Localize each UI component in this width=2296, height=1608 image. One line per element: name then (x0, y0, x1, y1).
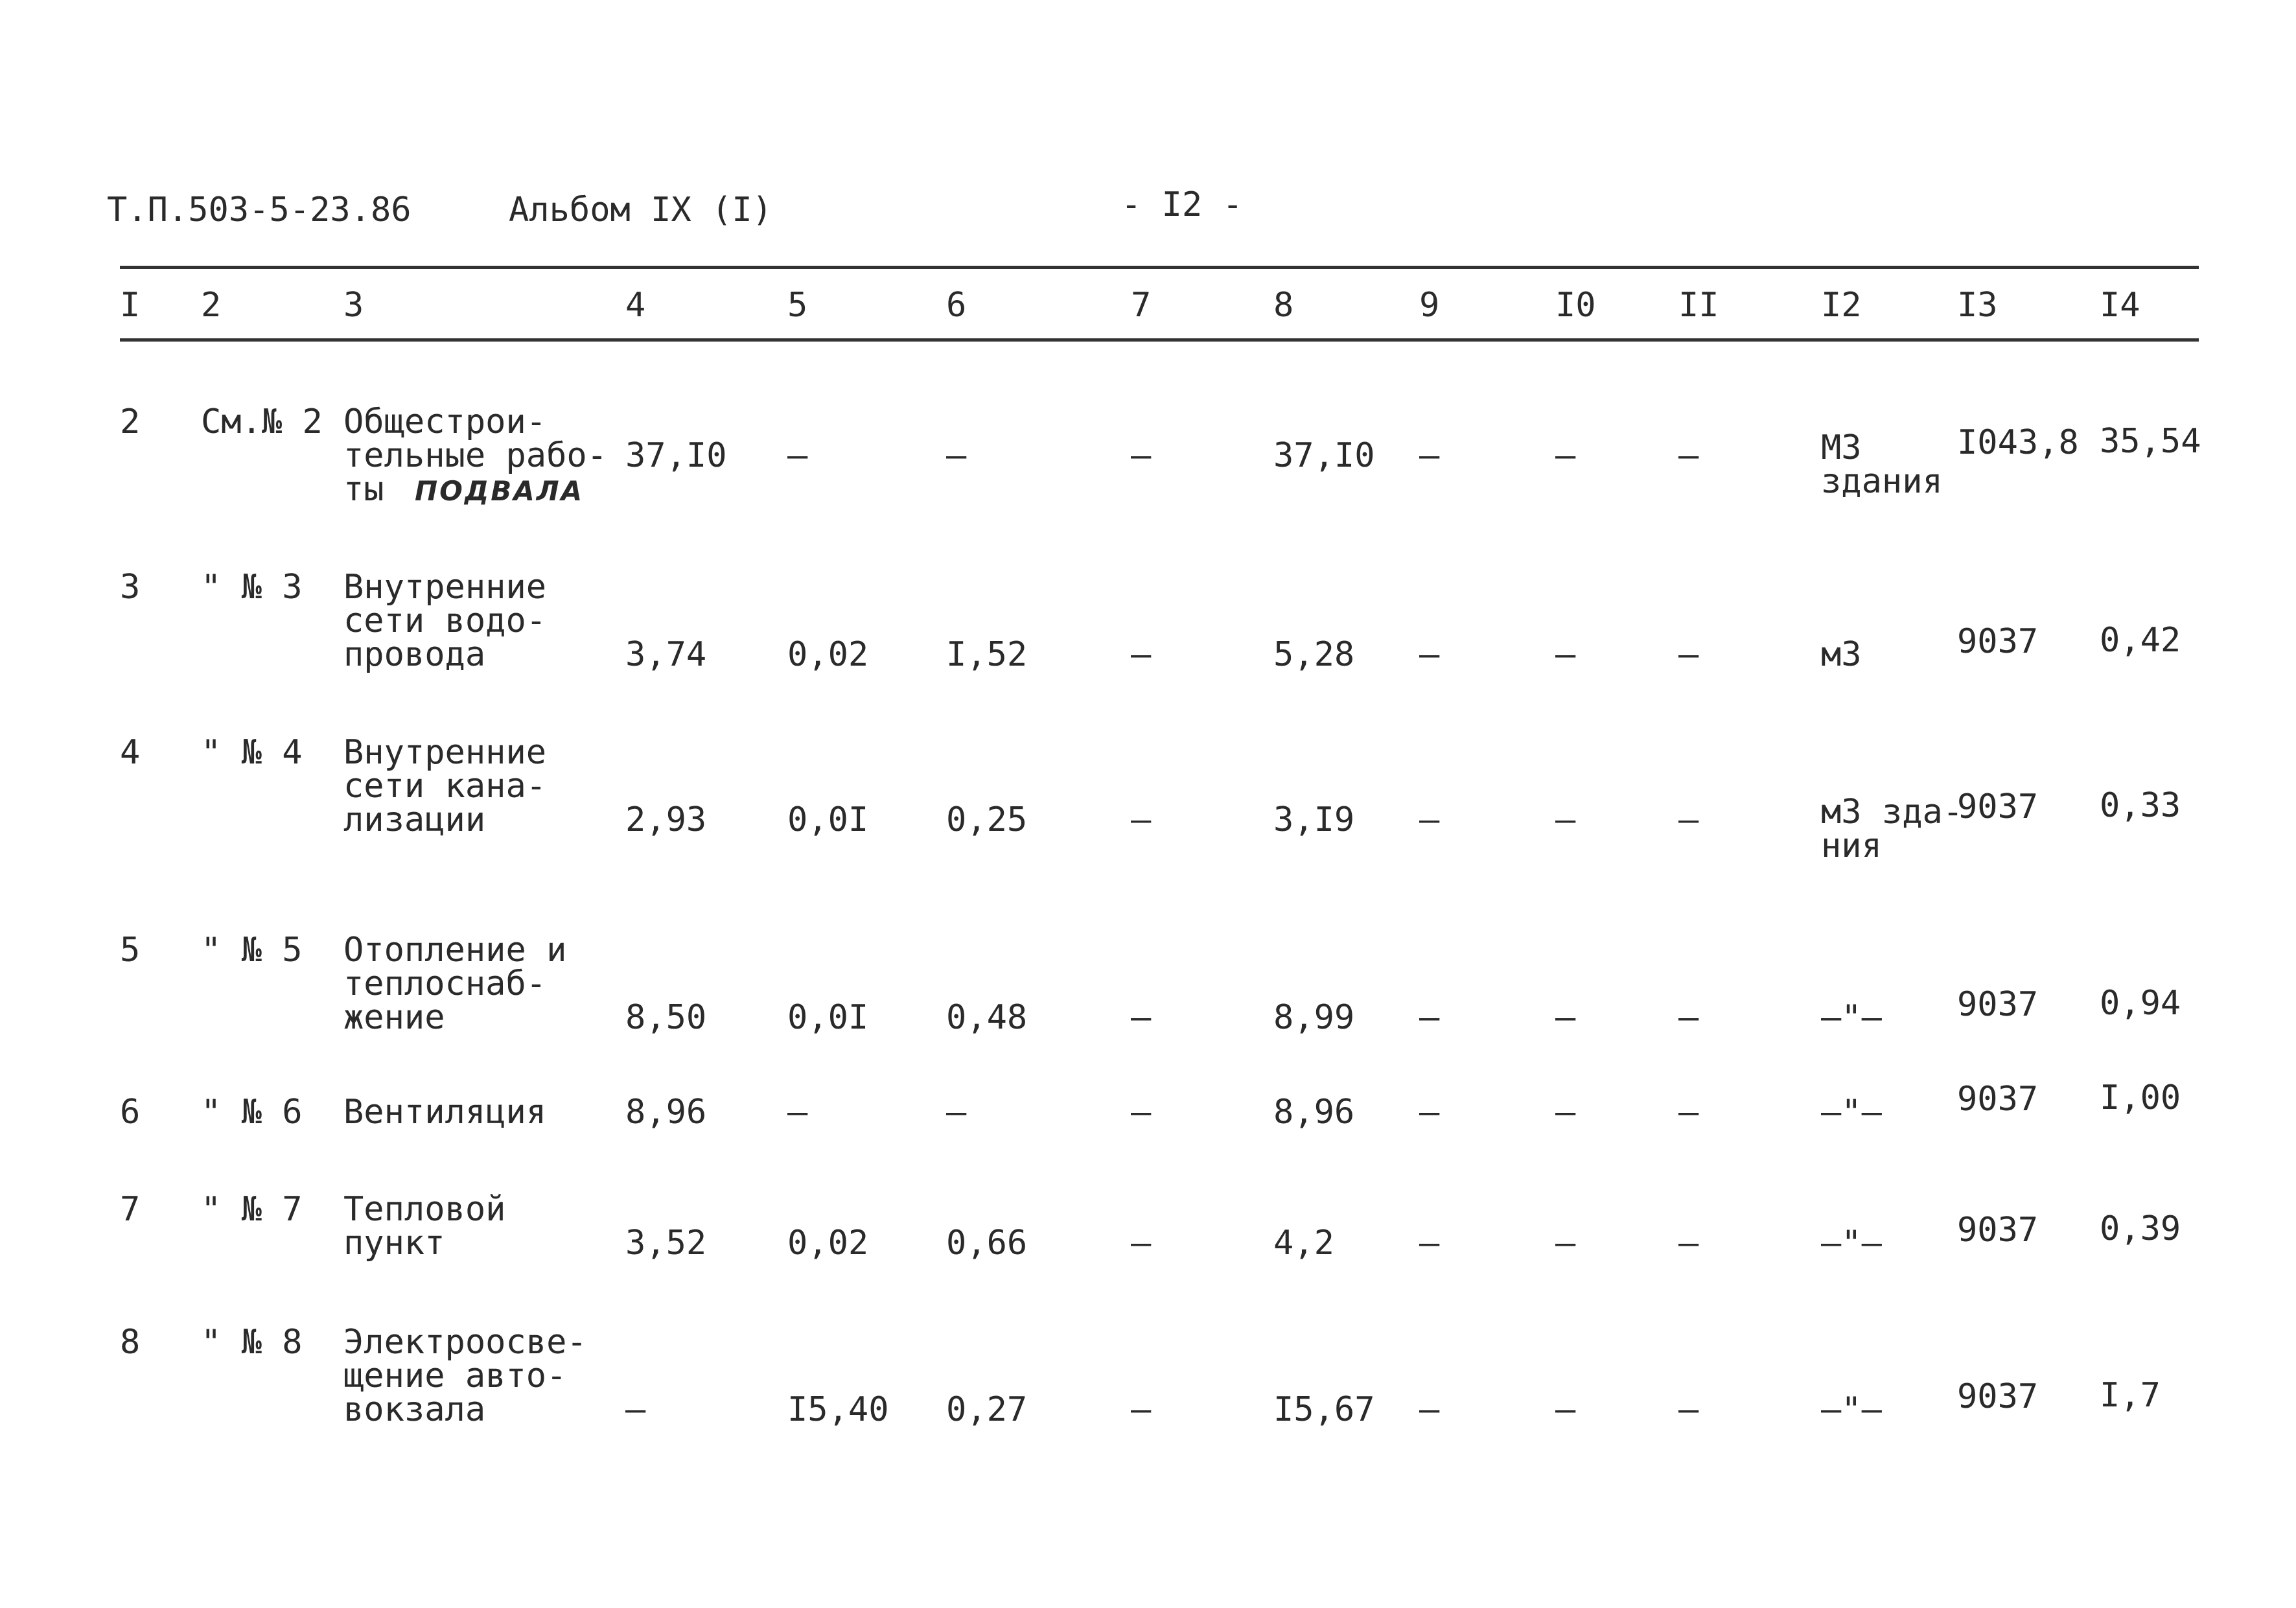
estimate-ref: " № 6 (201, 1093, 303, 1132)
indicator-value: 0,42 (2100, 621, 2181, 660)
column-header-4: 4 (625, 286, 646, 325)
indicator-value: I,00 (2100, 1078, 2181, 1117)
column-header-10: I0 (1555, 286, 1596, 325)
header-rule-top (120, 266, 2199, 269)
estimate-ref: " № 3 (201, 568, 303, 607)
value-col-6: 0,66 (946, 1224, 1028, 1263)
unit-line: –"– (1821, 998, 1882, 1037)
value-col-4: 37,I0 (625, 436, 727, 475)
column-header-5: 5 (787, 286, 808, 325)
column-header-14: I4 (2100, 286, 2140, 325)
value-col-7: – (1131, 635, 1152, 674)
work-description-line: тельные рабо- (343, 436, 607, 475)
volume-value: I043,8 (1957, 423, 2079, 462)
work-description-line: пункт (343, 1224, 445, 1263)
value-col-11: – (1678, 436, 1699, 475)
header-rule-bottom (120, 338, 2199, 342)
value-col-5: 0,02 (787, 635, 869, 674)
work-description-line: сети кана- (343, 767, 547, 806)
value-col-7: – (1131, 800, 1152, 839)
unit-line: м3 (1821, 635, 1862, 674)
value-col-11: – (1678, 1093, 1699, 1132)
column-header-9: 9 (1419, 286, 1440, 325)
volume-value: 9037 (1957, 1377, 2039, 1416)
column-header-7: 7 (1131, 286, 1152, 325)
value-col-10: – (1555, 800, 1576, 839)
value-col-6: – (946, 1093, 967, 1132)
work-description-line: Вентиляция (343, 1093, 547, 1132)
value-col-4: 8,50 (625, 998, 707, 1037)
column-header-2: 2 (201, 286, 222, 325)
row-number: 5 (120, 931, 141, 970)
value-col-10: – (1555, 1224, 1576, 1263)
value-col-11: – (1678, 800, 1699, 839)
value-col-8: 37,I0 (1273, 436, 1375, 475)
estimate-ref: " № 7 (201, 1190, 303, 1229)
unit-line: здания (1821, 462, 1943, 501)
value-col-8: 8,96 (1273, 1093, 1355, 1132)
estimate-ref: См.№ 2 (201, 402, 323, 441)
value-col-5: 0,0I (787, 800, 869, 839)
row-number: 3 (120, 568, 141, 607)
unit-line: М3 (1821, 428, 1862, 467)
value-col-7: – (1131, 1224, 1152, 1263)
value-col-9: – (1419, 436, 1440, 475)
value-col-11: – (1678, 1224, 1699, 1263)
column-header-1: I (120, 286, 141, 325)
column-header-12: I2 (1821, 286, 1862, 325)
value-col-10: – (1555, 1093, 1576, 1132)
value-col-10: – (1555, 635, 1576, 674)
row-number: 8 (120, 1323, 141, 1362)
value-col-8: 8,99 (1273, 998, 1355, 1037)
column-header-8: 8 (1273, 286, 1294, 325)
unit-line: м3 зда- (1821, 793, 1964, 832)
value-col-6: I,52 (946, 635, 1028, 674)
value-col-9: – (1419, 998, 1440, 1037)
value-col-10: – (1555, 436, 1576, 475)
work-description-line: ты (343, 470, 384, 509)
value-col-5: – (787, 436, 808, 475)
volume-value: 9037 (1957, 1080, 2039, 1119)
row-number: 7 (120, 1190, 141, 1229)
value-col-6: 0,48 (946, 998, 1028, 1037)
row-number: 2 (120, 402, 141, 441)
column-header-13: I3 (1957, 286, 1998, 325)
value-col-6: – (946, 436, 967, 475)
work-description-line: Тепловой (343, 1190, 506, 1229)
indicator-value: I,7 (2100, 1376, 2161, 1415)
value-col-9: – (1419, 800, 1440, 839)
value-col-11: – (1678, 998, 1699, 1037)
value-col-4: 8,96 (625, 1093, 707, 1132)
work-description-line: Электроосве- (343, 1323, 587, 1362)
value-col-7: – (1131, 1390, 1152, 1429)
value-col-4: – (625, 1390, 646, 1429)
column-header-11: II (1678, 286, 1719, 325)
value-col-9: – (1419, 635, 1440, 674)
estimate-ref: " № 4 (201, 733, 303, 772)
work-description-line: Внутренние (343, 568, 547, 607)
indicator-value: 0,39 (2100, 1209, 2181, 1248)
indicator-value: 35,54 (2100, 422, 2201, 461)
work-description-line: Отопление и (343, 931, 567, 970)
value-col-8: 5,28 (1273, 635, 1355, 674)
album-title: Альбом IX (I) (509, 191, 772, 229)
work-description-line: сети водо- (343, 601, 547, 640)
value-col-5: I5,40 (787, 1390, 889, 1429)
value-col-8: 3,I9 (1273, 800, 1355, 839)
volume-value: 9037 (1957, 787, 2039, 826)
value-col-4: 3,74 (625, 635, 707, 674)
work-description-bold: ПОДВАЛА (415, 475, 585, 507)
value-col-4: 3,52 (625, 1224, 707, 1263)
column-header-6: 6 (946, 286, 967, 325)
value-col-11: – (1678, 635, 1699, 674)
value-col-8: 4,2 (1273, 1224, 1334, 1263)
work-description-line: жение (343, 998, 445, 1037)
page-number: - I2 - (1121, 185, 1243, 224)
value-col-6: 0,27 (946, 1390, 1028, 1429)
unit-line: –"– (1821, 1224, 1882, 1263)
row-number: 4 (120, 733, 141, 772)
work-description-line: лизации (343, 800, 486, 839)
value-col-6: 0,25 (946, 800, 1028, 839)
indicator-value: 0,94 (2100, 984, 2181, 1023)
volume-value: 9037 (1957, 985, 2039, 1024)
value-col-9: – (1419, 1093, 1440, 1132)
value-col-11: – (1678, 1390, 1699, 1429)
volume-value: 9037 (1957, 1211, 2039, 1250)
value-col-10: – (1555, 1390, 1576, 1429)
indicator-value: 0,33 (2100, 786, 2181, 825)
work-description-line: теплоснаб- (343, 964, 547, 1003)
unit-line: –"– (1821, 1093, 1882, 1132)
value-col-7: – (1131, 998, 1152, 1037)
value-col-9: – (1419, 1390, 1440, 1429)
value-col-7: – (1131, 436, 1152, 475)
value-col-5: 0,02 (787, 1224, 869, 1263)
value-col-7: – (1131, 1093, 1152, 1132)
value-col-8: I5,67 (1273, 1390, 1375, 1429)
value-col-5: – (787, 1093, 808, 1132)
estimate-ref: " № 5 (201, 931, 303, 970)
value-col-10: – (1555, 998, 1576, 1037)
value-col-5: 0,0I (787, 998, 869, 1037)
work-description-line: вокзала (343, 1390, 486, 1429)
column-header-3: 3 (343, 286, 364, 325)
row-number: 6 (120, 1093, 141, 1132)
document-code: Т.П.503-5-23.86 (107, 191, 412, 229)
value-col-9: – (1419, 1224, 1440, 1263)
work-description-line: щение авто- (343, 1357, 567, 1395)
work-description-line: провода (343, 635, 486, 674)
unit-line: ния (1821, 826, 1882, 865)
unit-line: –"– (1821, 1390, 1882, 1429)
volume-value: 9037 (1957, 622, 2039, 661)
value-col-4: 2,93 (625, 800, 707, 839)
estimate-ref: " № 8 (201, 1323, 303, 1362)
work-description-line: Внутренние (343, 733, 547, 772)
work-description-line: Общестрои- (343, 402, 547, 441)
